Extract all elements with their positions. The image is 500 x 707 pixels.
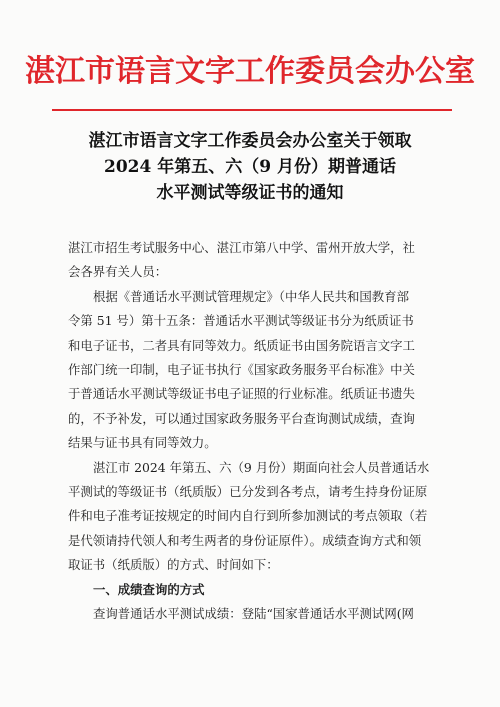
paragraph-line: 作部门统一印制，电子证书执行《国家政务服务平台标准》中关 [68,362,415,378]
paragraph-line: 结果与证书具有同等效力。 [68,435,217,451]
section-heading-score-query: 一、成绩查询的方式 [93,581,205,597]
notice-body [68,236,438,627]
title-line-3: 水平测试等级证书的通知 [156,183,344,203]
paragraph-distribution [68,456,438,578]
paragraph-line: 和电子证书，二者具有同等效力。纸质证书由国务院语言文字工 [68,337,415,353]
paragraph-line: 根据《普通话水平测试管理规定》（中华人民共和国教育部 [93,288,409,304]
paragraph-line: 件和电子准考证按规定的时间内自行到所参加测试的考点领取（若 [68,508,428,524]
paragraph-line: 令第 51 号）第十五条：普通话水平测试等级证书分为纸质证书 [68,313,414,329]
paragraph-line: 取证书（纸质版）的方式、时间如下： [68,557,279,573]
paragraph-line: 查询普通话水平测试成绩：登陆“国家普通话水平测试网(网 [93,606,414,622]
red-header-rule [52,109,452,111]
notice-title [50,128,450,206]
title-line-1: 湛江市语言文字工作委员会办公室关于领取 [88,131,412,151]
addressee-line: 湛江市招生考试服务中心、湛江市第八中学、雷州开放大学，社 [68,240,415,255]
paragraph-line: 于普通话水平测试等级证书电子证照的行业标准。纸质证书遗失 [68,386,415,402]
paragraph-line: 的，不予补发，可以通过国家政务服务平台查询测试成绩，查询 [68,410,415,426]
issuing-org-header: 湛江市语言文字工作委员会办公室 [25,54,475,89]
addressee-line: 会各界有关人员： [68,264,168,280]
paragraph-line: 平测试的等级证书（纸质版）已分发到各考点，请考生持身份证原 [68,484,428,500]
addressee [68,236,438,285]
title-line-2: 2024 年第五、六（9 月份）期普通话 [104,157,396,177]
paragraph-line: 是代领请持代领人和考生两者的身份证原件）。成绩查询方式和领 [68,532,422,548]
paragraph-line: 湛江市 2024 年第五、六（9 月份）期面向社会人员普通话水 [93,459,430,475]
paragraph-regulation [68,285,438,456]
